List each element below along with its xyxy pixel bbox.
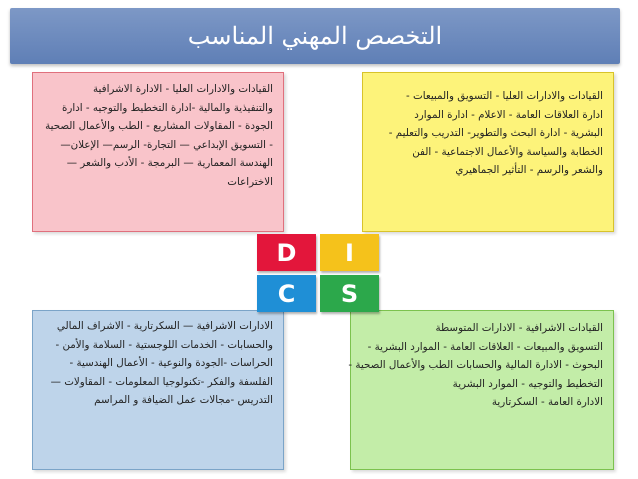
i-line: البشرية - ادارة البحث والتطوير- التدريب والتعليم -	[388, 127, 603, 139]
s-line: البحوث - الادارة المالية والحسابات الطب والأعمال الصحية -	[348, 359, 603, 371]
d-line: الهندسة المعمارية — البرمجة - الأدب والشعر —	[66, 157, 273, 169]
i-careers-box	[362, 72, 614, 232]
i-line: القيادات والادارات العليا - التسويق والمبيعات -	[406, 90, 603, 102]
s-line: الادارة العامة - السكرتارية	[491, 396, 603, 408]
c-line: التدريس -مجالات عمل الضيافة و المراسم	[94, 394, 273, 406]
title-bar	[10, 8, 620, 64]
i-line: الخطابة والسياسة والأعمال الاجتماعية - الفن	[412, 145, 603, 158]
disc-tile-c: C	[257, 275, 316, 312]
page-title: التخصص المهني المناسب	[187, 22, 443, 50]
d-line: القيادات والادارات العليا - الادارة الاشرافية	[93, 83, 273, 95]
d-line: الجودة - المقاولات المشاريع - الطب والأعمال الصحية	[45, 120, 273, 132]
c-line: الحراسات -الجودة والنوعية - الأعمال الهندسية -	[69, 357, 273, 369]
disc-tile-s: S	[320, 275, 379, 312]
disc-tile-d: D	[257, 234, 316, 271]
i-line: ادارة العلاقات العامة - الاعلام - ادارة الموارد	[414, 108, 603, 121]
c-line: والحسابات - الخدمات اللوجستية - السلامة والأمن -	[55, 338, 273, 351]
c-line: الفلسفة والفكر -تكنولوجيا المعلومات - المقاولات —	[50, 375, 273, 388]
s-careers-box	[350, 310, 614, 470]
s-line: التخطيط والتوجيه - الموارد البشرية	[452, 377, 603, 390]
d-line: - التسويق الإبداعي — التجارة- الرسم— الإعلان—	[60, 138, 273, 151]
d-line: الاختراعات	[227, 175, 273, 188]
disc-tile-i: I	[320, 234, 379, 271]
d-careers-box	[32, 72, 284, 232]
s-line: القيادات الاشرافية - الادارات المتوسطة	[435, 322, 603, 334]
c-line: الادارات الاشرافية — السكرتارية - الاشراف المالي	[56, 320, 273, 332]
c-careers-box	[32, 310, 284, 470]
s-line: التسويق والمبيعات - العلاقات العامة - الموارد البشرية -	[367, 340, 603, 353]
i-line: والشعر والرسم - التأثير الجماهيري	[455, 164, 603, 176]
disc-grid	[254, 232, 380, 312]
d-line: والتنفيذية والمالية -ادارة التخطيط والتوجيه - ادارة	[61, 101, 273, 114]
